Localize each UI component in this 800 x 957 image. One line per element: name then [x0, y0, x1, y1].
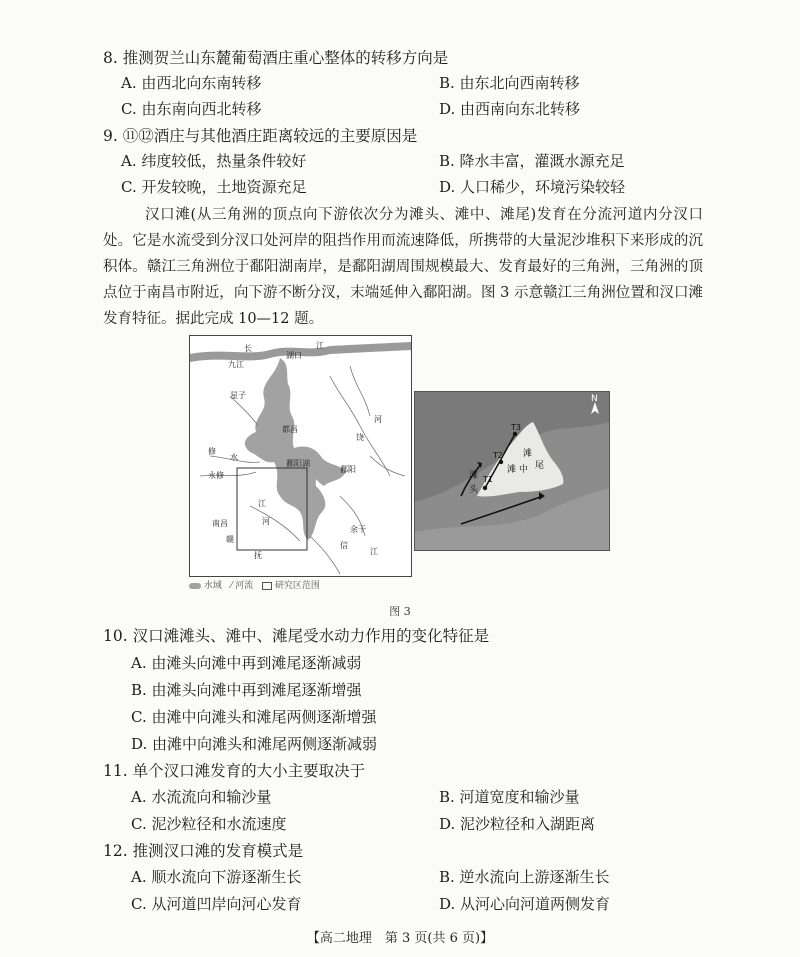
question-11-option-d: D. 泥沙粒径和入湖距离	[439, 815, 596, 833]
question-12-option-d: D. 从河心向河道两侧发育	[439, 895, 611, 913]
question-9-option-a: A. 纬度较低，热量条件较好	[121, 152, 307, 170]
map-label-chang: 长	[244, 344, 252, 353]
question-9-stem: 9. ⑪⑫酒庄与其他酒庄距离较远的主要原因是	[103, 127, 418, 145]
question-10-option-d: D. 由滩中向滩头和滩尾两侧逐渐减弱	[131, 735, 378, 753]
question-12-option-b: B. 逆水流向上游逐渐生长	[439, 868, 610, 886]
question-10-option-b: B. 由滩头向滩中再到滩尾逐渐增强	[131, 681, 362, 699]
label-head-1: 滩	[469, 471, 479, 481]
label-tail-2: 尾	[535, 461, 545, 471]
map-label-yongxiu: 永修	[208, 471, 224, 480]
label-t2: T2	[493, 451, 503, 460]
question-11-stem: 11. 单个汊口滩发育的大小主要取决于	[103, 762, 366, 780]
legend-water: 水域	[203, 581, 222, 591]
poyang-lake-body	[245, 358, 326, 540]
question-12-option-a: A. 顺水流向下游逐渐生长	[131, 868, 302, 886]
page-footer: 【高二地理 第 3 页(共 6 页)】	[306, 931, 494, 946]
map-legend	[189, 578, 320, 591]
question-12-option-c: C. 从河道凹岸向河心发育	[131, 895, 302, 913]
question-8-option-b: B. 由东北向西南转移	[439, 74, 580, 92]
label-tail-1: 滩	[523, 449, 533, 459]
passage-paragraph: 汉口滩(从三角洲的顶点向下游依次分为滩头、滩中、滩尾)发育在分流河道内分汊口处。它是水流受到分汊口处河岸的阻挡作用而流速降低，所携带的大量泥沙堆积下来形成的沉积体。赣江三角洲位于鄱阳湖南岸，是鄱阳湖周围规模最大、发育最好的三角洲，三角洲的顶点位于南昌市附近，向下游不断分汊，末端延伸入鄱阳湖。图 3 示意赣江三角洲位置和汊口滩发育特征。据此完成 10—12 题。	[103, 207, 703, 327]
map-label-poyang: 鄱阳	[340, 465, 356, 474]
photo-drawing	[415, 392, 609, 550]
question-9-option-c: C. 开发较晚，土地资源充足	[121, 178, 307, 196]
poyang-lake-location-map	[189, 335, 412, 577]
legend-river: 河流	[235, 581, 254, 591]
map-label-hukou: 湖口	[286, 351, 302, 360]
channel-bar-photo	[414, 391, 610, 551]
question-11-option-a: A. 水流流向和输沙量	[131, 788, 272, 806]
map-label-jiujiang: 九江	[228, 360, 244, 369]
question-9-option-b: B. 降水丰富，灌溉水源充足	[439, 152, 625, 170]
river-legend-icon: ⁄	[230, 581, 233, 591]
map-label-xiu: 修	[208, 447, 216, 456]
map-label-jiang2: 江	[370, 547, 378, 556]
map-drawing	[190, 336, 411, 576]
label-t1: T1	[483, 475, 493, 484]
water-legend-icon	[189, 583, 201, 589]
map-label-gan: 赣	[226, 535, 234, 544]
point-t2	[499, 460, 503, 464]
question-10-option-a: A. 由滩头向滩中再到滩尾逐渐减弱	[131, 654, 362, 672]
map-label-poyanghu: 鄱阳湖	[286, 459, 310, 468]
map-label-shui: 水	[230, 453, 238, 462]
question-11-option-c: C. 泥沙粒径和水流速度	[131, 815, 287, 833]
question-8-stem: 8. 推测贺兰山东麓葡萄酒庄重心整体的转移方向是	[103, 49, 449, 67]
map-label-nanchang: 南昌	[212, 519, 228, 528]
map-label-he: 河	[374, 415, 382, 424]
question-11-option-b: B. 河道宽度和输沙量	[439, 788, 580, 806]
question-10-option-c: C. 由滩中向滩头和滩尾两侧逐渐增强	[131, 708, 377, 726]
map-label-duchang: 都昌	[282, 425, 298, 434]
reading-passage	[103, 202, 703, 332]
label-head-2: 头	[469, 485, 479, 495]
map-label-xin: 信	[340, 541, 348, 550]
point-t1	[483, 486, 487, 490]
map-label-rao: 饶	[356, 433, 364, 442]
map-label-jiang3: 江	[258, 499, 266, 508]
label-mid-2: 中	[519, 465, 529, 475]
map-label-xingzi: 星子	[230, 391, 246, 400]
map-label-jiang: 江	[316, 341, 324, 350]
map-label-fu: 抚	[254, 551, 262, 560]
north-label: N	[591, 394, 598, 404]
question-10-stem: 10. 汊口滩滩头、滩中、滩尾受水动力作用的变化特征是	[103, 627, 490, 645]
label-t3: T3	[511, 423, 521, 432]
point-t3	[513, 432, 517, 436]
area-legend-icon	[262, 582, 272, 590]
figure-caption: 图 3	[389, 605, 411, 618]
question-8-option-a: A. 由西北向东南转移	[121, 74, 262, 92]
question-8-option-d: D. 由西南向东北转移	[439, 100, 581, 118]
map-label-gan-he: 河	[262, 517, 270, 526]
label-mid-1: 滩	[507, 465, 517, 475]
map-label-yugan: 余干	[350, 525, 366, 534]
question-9-option-d: D. 人口稀少，环境污染较轻	[439, 178, 626, 196]
question-12-stem: 12. 推测汊口滩的发育模式是	[103, 842, 304, 860]
question-8-option-c: C. 由东南向西北转移	[121, 100, 262, 118]
legend-area: 研究区范围	[274, 581, 320, 591]
